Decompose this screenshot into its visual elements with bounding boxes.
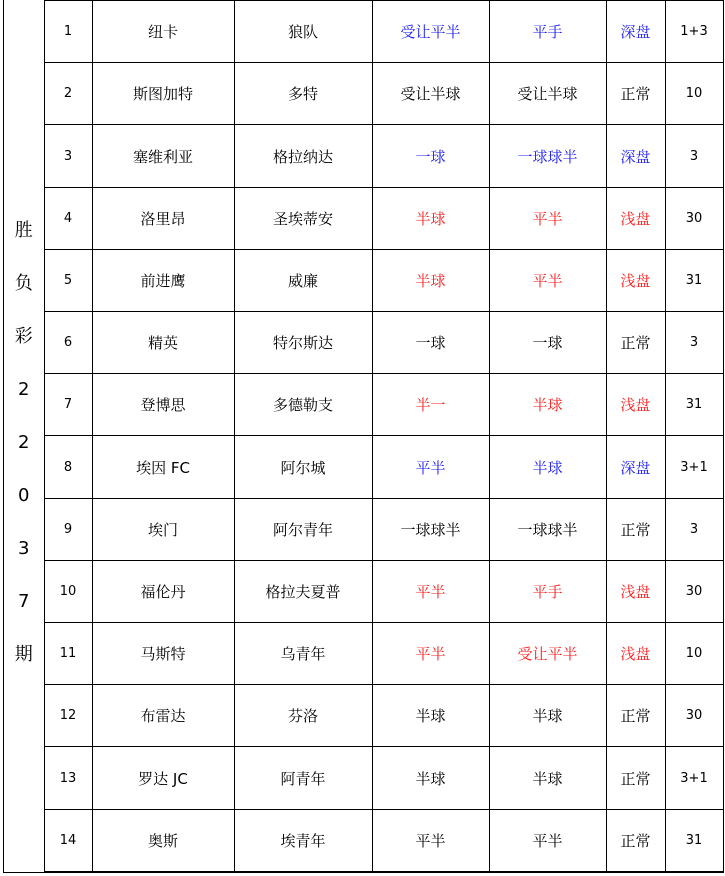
table-row xyxy=(4,312,723,374)
handicap-initial-cell: 受让平半 xyxy=(372,1,489,63)
home-team-cell: 纽卡 xyxy=(92,1,234,63)
match-number-cell: 10 xyxy=(44,560,92,622)
table-row xyxy=(4,1,723,63)
match-number-cell: 2 xyxy=(44,63,92,125)
issue-label-char: 0 xyxy=(18,484,30,506)
handicap-current-cell: 平手 xyxy=(489,1,606,63)
handicap-depth-cell: 深盘 xyxy=(606,1,665,63)
handicap-depth-cell: 深盘 xyxy=(606,436,665,498)
match-number-cell: 4 xyxy=(44,187,92,249)
handicap-depth-cell: 浅盘 xyxy=(606,187,665,249)
away-team-cell: 多德勒支 xyxy=(234,374,372,436)
ratio-cell: 31 xyxy=(665,249,723,311)
away-team-cell: 埃青年 xyxy=(234,809,372,871)
handicap-current-cell: 平手 xyxy=(489,560,606,622)
match-number-cell: 3 xyxy=(44,125,92,187)
table-row xyxy=(4,560,723,622)
away-team-cell: 多特 xyxy=(234,63,372,125)
away-team-cell: 阿尔青年 xyxy=(234,498,372,560)
handicap-current-cell: 半球 xyxy=(489,685,606,747)
home-team-cell: 洛里昂 xyxy=(92,187,234,249)
handicap-table-sheet xyxy=(3,0,724,873)
home-team-cell: 埃门 xyxy=(92,498,234,560)
home-team-cell: 福伦丹 xyxy=(92,560,234,622)
handicap-depth-cell: 正常 xyxy=(606,809,665,871)
ratio-cell: 30 xyxy=(665,560,723,622)
home-team-cell: 罗达 JC xyxy=(92,747,234,809)
ratio-cell: 3 xyxy=(665,312,723,374)
home-team-cell: 登博思 xyxy=(92,374,234,436)
ratio-cell: 3 xyxy=(665,498,723,560)
table-row xyxy=(4,623,723,685)
away-team-cell: 圣埃蒂安 xyxy=(234,187,372,249)
handicap-depth-cell: 浅盘 xyxy=(606,249,665,311)
table-row xyxy=(4,498,723,560)
home-team-cell: 埃因 FC xyxy=(92,436,234,498)
home-team-cell: 精英 xyxy=(92,312,234,374)
handicap-current-cell: 受让半球 xyxy=(489,63,606,125)
handicap-current-cell: 半球 xyxy=(489,374,606,436)
away-team-cell: 特尔斯达 xyxy=(234,312,372,374)
table-row xyxy=(4,809,723,871)
ratio-cell: 10 xyxy=(665,623,723,685)
handicap-current-cell: 一球球半 xyxy=(489,125,606,187)
handicap-initial-cell: 半球 xyxy=(372,249,489,311)
handicap-initial-cell: 一球球半 xyxy=(372,498,489,560)
ratio-cell: 30 xyxy=(665,685,723,747)
ratio-cell: 31 xyxy=(665,374,723,436)
away-team-cell: 阿尔城 xyxy=(234,436,372,498)
home-team-cell: 马斯特 xyxy=(92,623,234,685)
handicap-current-cell: 平半 xyxy=(489,187,606,249)
issue-label-char: 3 xyxy=(18,537,30,559)
match-number-cell: 12 xyxy=(44,685,92,747)
handicap-current-cell: 半球 xyxy=(489,747,606,809)
away-team-cell: 格拉夫夏普 xyxy=(234,560,372,622)
match-number-cell: 8 xyxy=(44,436,92,498)
handicap-initial-cell: 半球 xyxy=(372,187,489,249)
away-team-cell: 格拉纳达 xyxy=(234,125,372,187)
table-row xyxy=(4,63,723,125)
handicap-initial-cell: 半球 xyxy=(372,747,489,809)
home-team-cell: 布雷达 xyxy=(92,685,234,747)
table-row xyxy=(4,187,723,249)
match-number-cell: 7 xyxy=(44,374,92,436)
issue-label-char: 2 xyxy=(18,378,30,400)
handicap-initial-cell: 平半 xyxy=(372,436,489,498)
handicap-initial-cell: 一球 xyxy=(372,312,489,374)
away-team-cell: 阿青年 xyxy=(234,747,372,809)
ratio-cell: 1+3 xyxy=(665,1,723,63)
issue-label-char: 负 xyxy=(14,272,33,294)
match-number-cell: 13 xyxy=(44,747,92,809)
away-team-cell: 芬洛 xyxy=(234,685,372,747)
issue-label-char: 7 xyxy=(18,590,30,612)
issue-label xyxy=(4,204,44,681)
ratio-cell: 3+1 xyxy=(665,436,723,498)
handicap-depth-cell: 正常 xyxy=(606,63,665,125)
home-team-cell: 斯图加特 xyxy=(92,63,234,125)
ratio-cell: 30 xyxy=(665,187,723,249)
table-row xyxy=(4,685,723,747)
handicap-depth-cell: 浅盘 xyxy=(606,560,665,622)
home-team-cell: 奥斯 xyxy=(92,809,234,871)
handicap-depth-cell: 浅盘 xyxy=(606,623,665,685)
ratio-cell: 31 xyxy=(665,809,723,871)
match-number-cell: 11 xyxy=(44,623,92,685)
handicap-initial-cell: 受让半球 xyxy=(372,63,489,125)
match-number-cell: 1 xyxy=(44,1,92,63)
handicap-depth-cell: 正常 xyxy=(606,498,665,560)
handicap-table xyxy=(4,0,724,872)
handicap-depth-cell: 正常 xyxy=(606,312,665,374)
handicap-depth-cell: 深盘 xyxy=(606,125,665,187)
away-team-cell: 威廉 xyxy=(234,249,372,311)
home-team-cell: 前进鹰 xyxy=(92,249,234,311)
table-row xyxy=(4,374,723,436)
handicap-current-cell: 半球 xyxy=(489,436,606,498)
table-body xyxy=(4,1,723,872)
match-number-cell: 6 xyxy=(44,312,92,374)
away-team-cell: 乌青年 xyxy=(234,623,372,685)
issue-label-char: 2 xyxy=(18,431,30,453)
table-row xyxy=(4,747,723,809)
handicap-initial-cell: 半球 xyxy=(372,685,489,747)
handicap-current-cell: 平半 xyxy=(489,249,606,311)
handicap-initial-cell: 平半 xyxy=(372,809,489,871)
table-row xyxy=(4,249,723,311)
handicap-depth-cell: 浅盘 xyxy=(606,374,665,436)
handicap-initial-cell: 半一 xyxy=(372,374,489,436)
home-team-cell: 塞维利亚 xyxy=(92,125,234,187)
handicap-current-cell: 一球球半 xyxy=(489,498,606,560)
handicap-initial-cell: 一球 xyxy=(372,125,489,187)
handicap-current-cell: 平半 xyxy=(489,809,606,871)
issue-label-cell xyxy=(4,1,44,872)
handicap-depth-cell: 正常 xyxy=(606,685,665,747)
match-number-cell: 14 xyxy=(44,809,92,871)
handicap-current-cell: 一球 xyxy=(489,312,606,374)
ratio-cell: 10 xyxy=(665,63,723,125)
handicap-initial-cell: 平半 xyxy=(372,623,489,685)
handicap-depth-cell: 正常 xyxy=(606,747,665,809)
ratio-cell: 3 xyxy=(665,125,723,187)
ratio-cell: 3+1 xyxy=(665,747,723,809)
away-team-cell: 狼队 xyxy=(234,1,372,63)
issue-label-char: 期 xyxy=(14,643,33,665)
handicap-current-cell: 受让平半 xyxy=(489,623,606,685)
match-number-cell: 5 xyxy=(44,249,92,311)
issue-label-char: 彩 xyxy=(14,325,33,347)
handicap-initial-cell: 平半 xyxy=(372,560,489,622)
table-row xyxy=(4,436,723,498)
issue-label-char: 胜 xyxy=(14,219,33,241)
table-row xyxy=(4,125,723,187)
match-number-cell: 9 xyxy=(44,498,92,560)
